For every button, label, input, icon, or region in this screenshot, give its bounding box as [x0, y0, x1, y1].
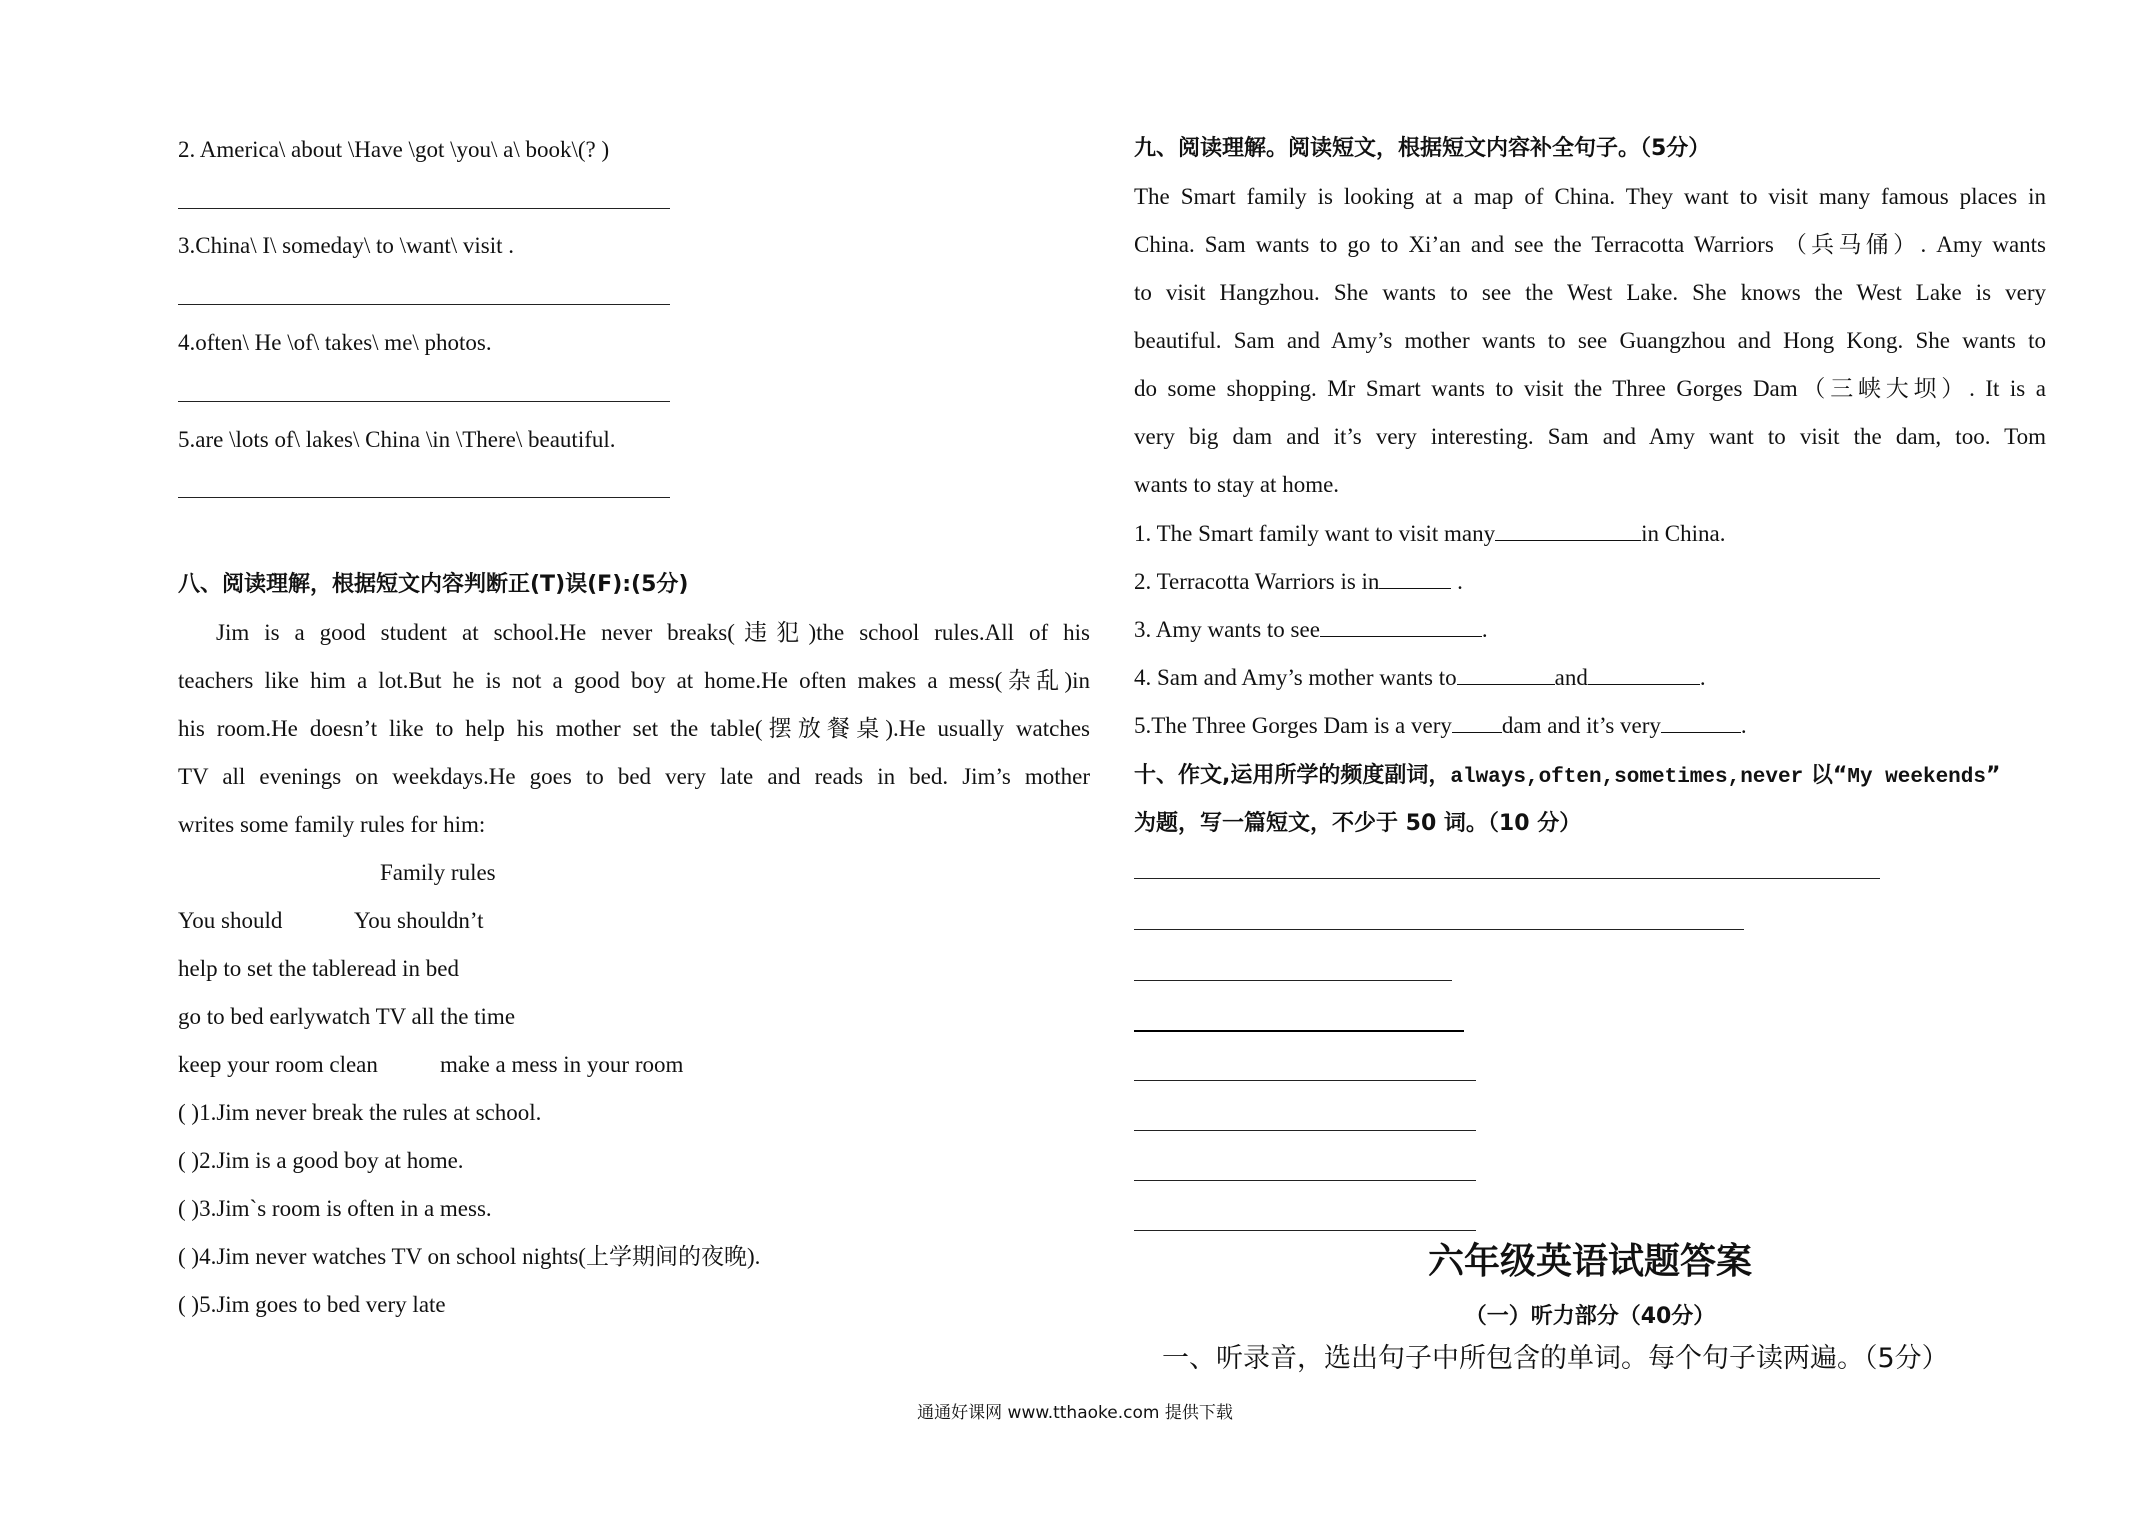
passage-line: China. Sam wants to go to Xi’an and see the Terracotta Warriors （兵马俑）. Amy wants: [1134, 232, 2046, 257]
tf-item-4: ( )4.Jim never watches TV on school nights(上学期间的夜晚).: [178, 1244, 761, 1269]
answers-question-1: 一、听录音，选出句子中所包含的单词。每个句子读两遍。（5分）: [1162, 1343, 1949, 1374]
passage-line: writes some family rules for him:: [178, 812, 486, 837]
answer-line: [178, 401, 670, 402]
passage-line: his room.He doesn’t like to help his mother set the table(摆放餐桌).He usually watches: [178, 716, 1090, 741]
section-9-title: 九、阅读理解。阅读短文，根据短文内容补全句子。（5分）: [1134, 136, 1711, 161]
essay-line: [1134, 1080, 1476, 1081]
answer-blank[interactable]: [1661, 710, 1741, 733]
section-10-line2: 为题，写一篇短文，不少于 50 词。（10 分）: [1134, 811, 1582, 836]
footer-source: 通通好课网 www.tthaoke.com 提供下载: [917, 1403, 1233, 1423]
rules-row: go to bed earlywatch TV all the time: [178, 1004, 516, 1029]
passage-line: teachers like him a lot.But he is not a good boy at home.He often makes a mess(杂乱)in: [178, 668, 1090, 693]
answer-line: [178, 304, 670, 305]
fill-question-5: 5.The Three Gorges Dam is a very dam and it’s very .: [1134, 710, 1747, 741]
tf-item-5: ( )5.Jim goes to bed very late: [178, 1292, 446, 1317]
passage-line: TV all evenings on weekdays.He goes to bed very late and reads in bed. Jim’s mother: [178, 764, 1090, 789]
answer-blank[interactable]: [1588, 662, 1700, 685]
essay-line: [1134, 878, 1880, 879]
order-item-2: 2. America\ about \Have \got \you\ a\ book\(? ): [178, 137, 610, 162]
rules-row-should: keep your room clean: [178, 1052, 378, 1077]
passage-line: beautiful. Sam and Amy’s mother wants to see Guangzhou and Hong Kong. She wants to: [1134, 328, 2046, 353]
answer-blank[interactable]: [1320, 614, 1482, 637]
tf-item-3: ( )3.Jim`s room is often in a mess.: [178, 1196, 492, 1221]
rules-row-shouldnt: make a mess in your room: [440, 1052, 684, 1077]
passage-line: very big dam and it’s very interesting. Sam and Amy want to visit the dam, too. Tom: [1134, 424, 2046, 449]
passage-line: Jim is a good student at school.He never breaks(违犯)the school rules.All of his: [216, 620, 1090, 645]
passage-line: do some shopping. Mr Smart wants to visit the Three Gorges Dam（三峡大坝）. It is a: [1134, 376, 2046, 401]
rules-header-should: You should: [178, 908, 283, 933]
section-10-title: 十、作文,运用所学的频度副词，always,often,sometimes,never 以“My weekends”: [1134, 763, 2001, 789]
answer-blank[interactable]: [1495, 518, 1641, 541]
order-item-4: 4.often\ He \of\ takes\ me\ photos.: [178, 330, 492, 355]
essay-line: [1134, 980, 1452, 981]
essay-line: [1134, 1230, 1476, 1231]
fill-question-1: 1. The Smart family want to visit many in China.: [1134, 518, 1725, 549]
answer-line: [178, 497, 670, 498]
passage-line: wants to stay at home.: [1134, 472, 1340, 497]
fill-question-4: 4. Sam and Amy’s mother wants to and .: [1134, 662, 1706, 693]
answer-blank[interactable]: [1457, 662, 1555, 685]
family-rules-title: Family rules: [380, 860, 496, 885]
passage-line: The Smart family is looking at a map of China. They want to visit many famous places in: [1134, 184, 2046, 209]
essay-line: [1134, 1130, 1476, 1131]
rules-header-shouldnt: You shouldn’t: [354, 908, 484, 933]
tf-item-2: ( )2.Jim is a good boy at home.: [178, 1148, 464, 1173]
essay-line: [1134, 1030, 1464, 1032]
fill-question-2: 2. Terracotta Warriors is in .: [1134, 566, 1463, 597]
tf-item-1: ( )1.Jim never break the rules at school.: [178, 1100, 542, 1125]
essay-line: [1134, 929, 1744, 930]
answers-title: 六年级英语试题答案: [1427, 1241, 1752, 1282]
passage-line: to visit Hangzhou. She wants to see the West Lake. She knows the West Lake is very: [1134, 280, 2046, 305]
answers-subtitle: （一）听力部分（40分）: [1464, 1304, 1716, 1329]
order-item-5: 5.are \lots of\ lakes\ China \in \There\ beautiful.: [178, 427, 616, 452]
rules-row: help to set the tableread in bed: [178, 956, 460, 981]
answer-blank[interactable]: [1452, 710, 1502, 733]
essay-line: [1134, 1180, 1476, 1181]
order-item-3: 3.China\ I\ someday\ to \want\ visit .: [178, 233, 515, 258]
fill-question-3: 3. Amy wants to see .: [1134, 614, 1488, 645]
answer-blank[interactable]: [1379, 566, 1451, 589]
answer-line: [178, 208, 670, 209]
section-8-title: 八、阅读理解，根据短文内容判断正(T)误(F):(5分): [178, 572, 689, 597]
